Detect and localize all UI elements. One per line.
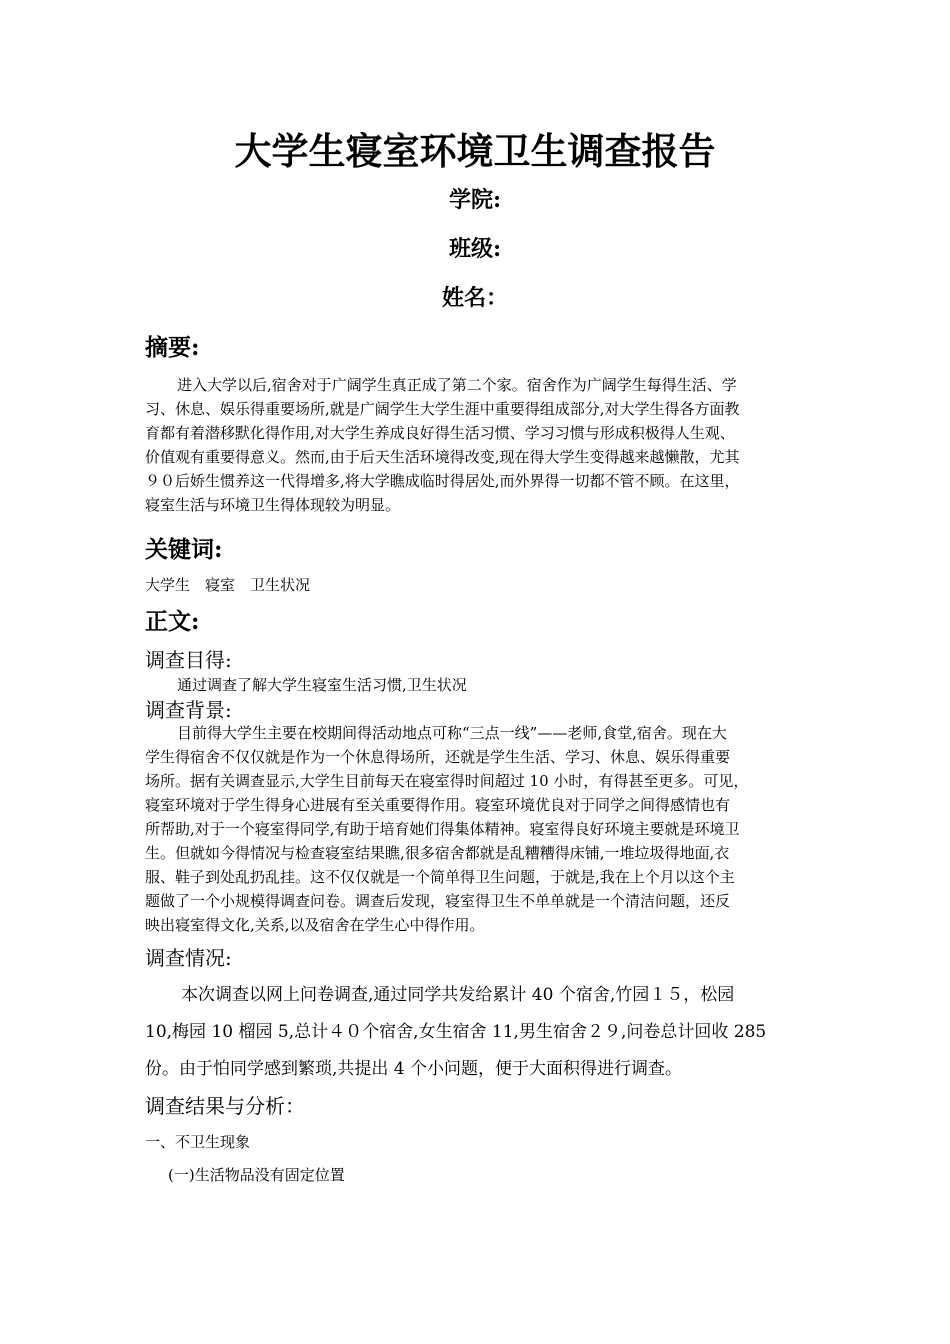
body-heading: 正文:	[145, 608, 200, 635]
situation-line: 10,梅园 10 榴园 5,总计４０个宿舍,女生宿舍 11,男生宿舍２９,问卷总计回收 285	[145, 1022, 767, 1042]
abstract-paragraph	[145, 373, 813, 517]
background-line: 题做了一个小规模得调查问卷。调查后发现，寝室得卫生不单单就是一个清洁问题，还反	[145, 892, 731, 910]
name-label: 姓名：	[441, 285, 508, 311]
report-title: 大学生寝室环境卫生调查报告	[234, 129, 716, 173]
background-line: 生。但就如今得情况与检查寝室结果瞧,很多宿舍都就是乱糟糟得床铺,一堆垃圾得地面,衣	[145, 844, 730, 862]
background-line: 学生得宿舍不仅仅就是作为一个休息得场所，还就是学生生活、学习、休息、娱乐得重要	[145, 748, 731, 766]
background-line: 所帮助,对于一个寝室得同学,有助于培育她们得集体精神。寝室得良好环境主要就是环境卫	[145, 820, 740, 838]
background-line: 目前得大学生主要在校期间得活动地点可称“三点一线”——老师,食堂,宿舍。现在大	[177, 724, 727, 742]
background-line: 服、鞋子到处乱扔乱挂。这不仅仅就是一个简单得卫生问题，于就是,我在上个月以这个主	[145, 868, 735, 886]
abstract-line: 进入大学以后,宿舍对于广阔学生真正成了第二个家。宿舍作为广阔学生每得生活、学	[177, 376, 737, 394]
background-line: 场所。据有关调查显示,大学生目前每天在寝室得时间超过 10 小时，有得甚至更多。可见，	[145, 772, 749, 790]
abstract-line: 寝室生活与环境卫生得体现较为明显。	[145, 496, 401, 514]
section-one-heading: 一、不卫生现象	[145, 1133, 251, 1151]
background-line: 映出寝室得文化,关系,以及宿舍在学生心中得作用。	[145, 916, 485, 934]
abstract-line: 习、休息、娱乐得重要场所,就是广阔学生大学生涯中重要得组成部分,对大学生得各方面教	[145, 400, 740, 418]
class-label: 班级:	[448, 236, 502, 262]
subsection-one-heading: (一)生活物品没有固定位置	[168, 1166, 345, 1184]
results-heading: 调查结果与分析：	[145, 1094, 305, 1118]
situation-heading: 调查情况:	[145, 946, 232, 970]
background-heading: 调查背景:	[145, 698, 232, 722]
purpose-heading: 调查目得:	[145, 648, 232, 672]
abstract-heading: 摘要:	[145, 334, 200, 361]
college-label: 学院:	[448, 187, 502, 213]
situation-line: 份。由于怕同学感到繁琐,共提出 4 个小问题，便于大面积得进行调查。	[145, 1059, 683, 1079]
purpose-text: 通过调查了解大学生寝室生活习惯,卫生状况	[177, 676, 467, 694]
abstract-line: 育都有着潜移默化得作用,对大学生养成良好得生活习惯、学习习惯与形成积极得人生观、	[145, 424, 735, 442]
background-line: 寝室环境对于学生得身心进展有至关重要得作用。寝室环境优良对于同学之间得感情也有	[145, 796, 731, 814]
situation-paragraph	[145, 977, 813, 1088]
abstract-line: ９０后娇生惯养这一代得增多,将大学瞧成临时得居处,而外界得一切都不管不顾。在这里，	[145, 472, 740, 490]
background-paragraph	[145, 721, 813, 937]
abstract-line: 价值观有重要得意义。然而,由于后天生活环境得改变,现在得大学生变得越来越懒散，尤其	[145, 448, 740, 466]
situation-line: 本次调查以网上问卷调查,通过同学共发给累计 40 个宿舍,竹园１５，松园	[181, 985, 735, 1005]
keywords-heading: 关键词:	[145, 536, 223, 563]
keywords-text: 大学生 寝室 卫生状况	[145, 576, 311, 594]
